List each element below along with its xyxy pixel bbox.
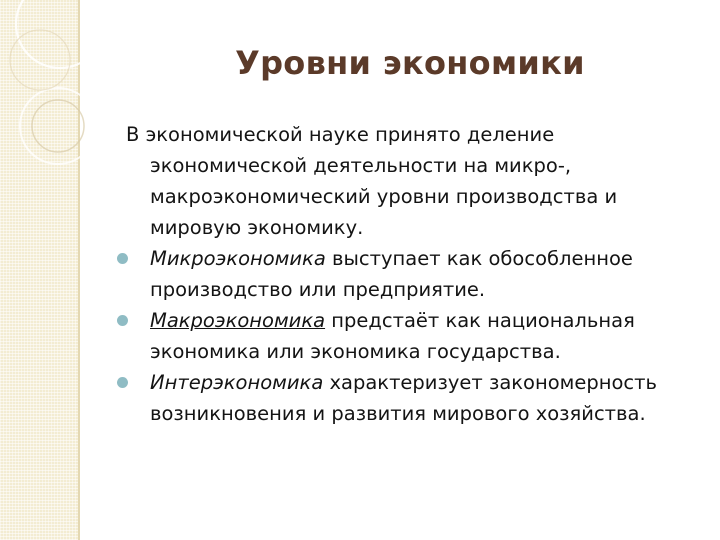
bullet-text: характеризует закономерность возникновения и развития мирового хозяйства. — [150, 371, 657, 425]
bullet-text: предстаёт как национальная экономика или экономика государства. — [150, 309, 635, 363]
decorative-circles-icon — [0, 0, 140, 200]
bullet-dot-icon — [117, 377, 128, 388]
bullet-term: Интерэкономика — [150, 371, 324, 394]
bullet-dot-icon — [117, 315, 128, 326]
bullet-item-microeconomics — [126, 243, 706, 305]
bullet-item-macroeconomics — [126, 305, 706, 367]
bullet-dot-icon — [117, 253, 128, 264]
bullet-term: Макроэкономика — [150, 309, 326, 332]
intro-paragraph: В экономической науке принято деление экономической деятельности на микро-, макроэкономический уровни производства и мировую экономику. — [126, 123, 618, 239]
bullet-term: Микроэкономика — [150, 247, 326, 270]
slide-body — [126, 119, 706, 429]
bullet-text: выступает как обособленное производство или предприятие. — [150, 247, 633, 301]
bullet-item-intereconomics — [126, 367, 706, 429]
slide-title: Уровни экономики — [235, 44, 585, 82]
